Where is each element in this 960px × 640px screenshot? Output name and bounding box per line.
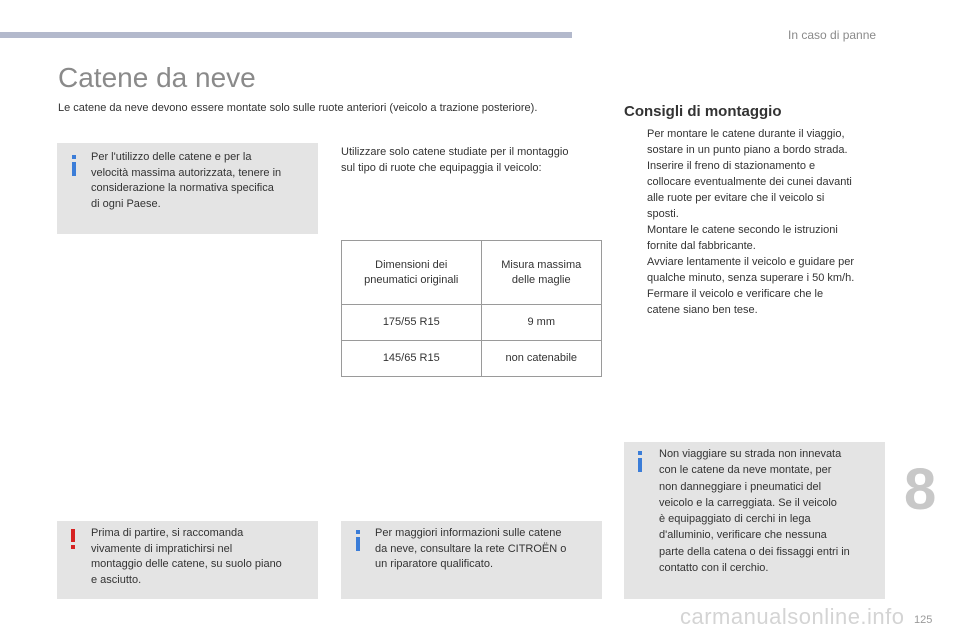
info-line: un riparatore qualificato. xyxy=(375,558,494,570)
table-header-row xyxy=(342,241,602,305)
warning-box-practice xyxy=(57,521,318,599)
info-box-regulations xyxy=(57,143,318,234)
column-header xyxy=(342,241,482,305)
info-icon xyxy=(72,155,76,176)
info-line: è equipaggiato di cerchi in lega xyxy=(659,513,811,526)
info-line: con le catene da neve montate, per xyxy=(659,464,832,477)
item-line: Per montare le catene durante il viaggio, xyxy=(647,128,845,140)
item-line: Avviare lentamente il veicolo e guidare per xyxy=(647,256,855,268)
table-row xyxy=(342,341,602,377)
table-cell: 175/55 R15 xyxy=(342,305,482,341)
page-title: Catene da neve xyxy=(58,62,256,93)
header-line: Dimensioni dei xyxy=(375,258,448,271)
chain-size-table xyxy=(341,240,602,377)
header-line: Misura massima xyxy=(501,258,582,271)
item-line: Fermare il veicolo e verificare che le xyxy=(647,288,824,300)
info-line: veicolo e la carreggiata. Se il veicolo xyxy=(659,496,837,509)
item-line: Montare le catene secondo le istruzioni xyxy=(647,224,838,236)
warning-line: montaggio delle catene, su suolo piano xyxy=(91,558,282,570)
info-line: considerazione la normativa specifica xyxy=(91,182,274,194)
chapter-number: 8 xyxy=(904,457,937,522)
info-box-dealer xyxy=(341,521,602,599)
item-line: catene siano ben tese. xyxy=(647,304,758,316)
info-line: non danneggiare i pneumatici del xyxy=(659,480,822,493)
tips-list xyxy=(624,126,886,318)
list-item xyxy=(624,286,886,318)
item-line: fornite dal fabbricante. xyxy=(647,240,756,252)
watermark: carmanualsonline.info xyxy=(680,604,905,629)
info-icon xyxy=(356,530,360,551)
tips-title: Consigli di montaggio xyxy=(624,103,782,120)
text-line: sul tipo di ruote che equipaggia il veicolo: xyxy=(341,162,542,174)
text-line: Utilizzare solo catene studiate per il montaggio xyxy=(341,146,569,158)
info-line: di ogni Paese. xyxy=(91,197,161,210)
info-line: Non viaggiare su strada non innevata xyxy=(659,448,842,460)
info-line: da neve, consultare la rete CITROËN o xyxy=(375,542,567,555)
header-line: pneumatici originali xyxy=(364,273,459,286)
info-icon xyxy=(638,451,642,472)
list-item xyxy=(624,158,886,222)
info-line: d'alluminio, verificare che nessuna xyxy=(659,529,827,542)
item-line: sposti. xyxy=(647,208,679,220)
exclamation-icon xyxy=(71,529,75,549)
info-box-no-snow xyxy=(624,442,885,599)
info-line: parte della catena o dei fissaggi entri in xyxy=(659,545,850,558)
info-line: Per maggiori informazioni sulle catene xyxy=(375,527,562,539)
warning-line: vivamente di impratichirsi nel xyxy=(91,542,233,555)
item-line: Inserire il freno di stazionamento e xyxy=(647,160,816,172)
compatible-chains-text xyxy=(341,144,603,176)
header-bar xyxy=(0,32,572,38)
header-line: delle maglie xyxy=(511,273,571,286)
list-item xyxy=(624,222,886,254)
info-line: Per l'utilizzo delle catene e per la xyxy=(91,151,252,163)
item-line: qualche minuto, senza superare i 50 km/h. xyxy=(647,272,855,284)
list-item xyxy=(624,126,886,158)
column-header xyxy=(481,241,601,305)
info-line: velocità massima autorizzata, tenere in xyxy=(91,166,282,179)
warning-line: e asciutto. xyxy=(91,573,142,586)
list-item xyxy=(624,254,886,286)
item-line: sostare in un punto piano a bordo strada. xyxy=(647,144,848,156)
table-row xyxy=(342,305,602,341)
section-title: In caso di panne xyxy=(788,28,877,42)
warning-line: Prima di partire, si raccomanda xyxy=(91,527,244,539)
table-cell: 9 mm xyxy=(481,305,601,341)
info-line: contatto con il cerchio. xyxy=(659,562,769,575)
table-cell: non catenabile xyxy=(481,341,601,377)
item-line: collocare eventualmente dei cunei davanti xyxy=(647,176,852,188)
page-number: 125 xyxy=(914,614,933,626)
intro-text: Le catene da neve devono essere montate solo sulle ruote anteriori (veicolo a trazione posteriore). xyxy=(58,102,538,114)
item-line: alle ruote per evitare che il veicolo si xyxy=(647,192,825,204)
table-cell: 145/65 R15 xyxy=(342,341,482,377)
